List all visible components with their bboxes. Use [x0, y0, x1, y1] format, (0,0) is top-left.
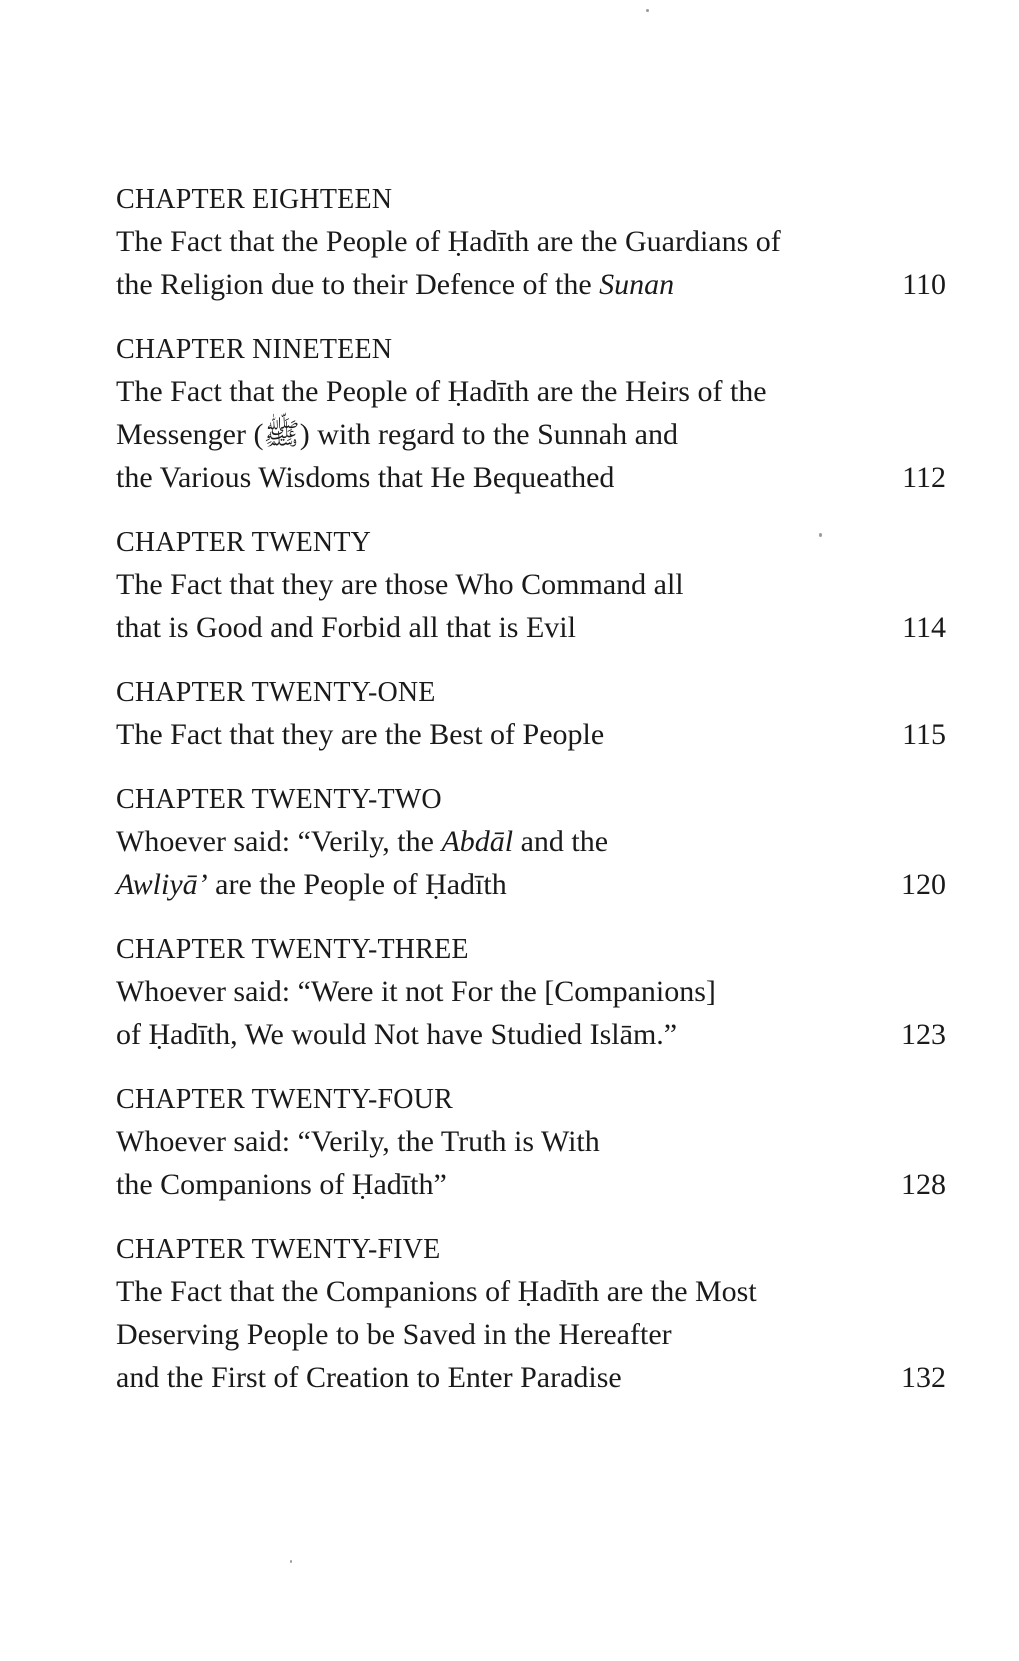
page-number: 120: [901, 868, 946, 901]
chapter-title-line: [116, 1313, 946, 1356]
chapter-title-text: [116, 606, 576, 649]
page-number: 115: [902, 718, 946, 751]
chapter-title-text: [116, 1013, 677, 1056]
table-of-contents: [116, 180, 946, 1423]
chapter-title-line: [116, 456, 946, 499]
toc-entry: [116, 523, 946, 649]
title-segment: Deserving People to be Saved in the Hereafter: [116, 1318, 672, 1351]
chapter-title-text: [116, 220, 781, 263]
chapter-heading: CHAPTER TWENTY: [116, 527, 372, 558]
title-segment: Whoever said: “Were it not For the [Companions]: [116, 975, 716, 1008]
italic-term: Abdāl: [441, 825, 514, 858]
chapter-title-line: [116, 370, 946, 413]
title-segment: and the First of Creation to Enter Paradise: [116, 1361, 622, 1394]
toc-entry: [116, 180, 946, 306]
toc-entry: [116, 1080, 946, 1206]
chapter-title-line: [116, 1356, 946, 1399]
toc-entry: [116, 330, 946, 499]
title-segment: The Fact that the People of Ḥadīth are the Guardians of: [116, 225, 781, 258]
chapter-title-line: [116, 1270, 946, 1313]
chapter-title-line: [116, 606, 946, 649]
page-number: 128: [901, 1168, 946, 1201]
toc-entry: [116, 780, 946, 906]
scan-speck: [290, 1560, 292, 1563]
chapter-title-line: [116, 220, 946, 263]
italic-term: Sunan: [599, 268, 675, 301]
chapter-title-text: [116, 863, 507, 906]
chapter-title-line: [116, 713, 946, 756]
chapter-title-text: [116, 1120, 600, 1163]
page-number: 112: [902, 461, 946, 494]
scan-speck: [646, 9, 649, 12]
chapter-title-text: [116, 263, 674, 306]
chapter-title-text: [116, 456, 614, 499]
chapter-heading: CHAPTER TWENTY-FOUR: [116, 1084, 453, 1115]
chapter-title-line: [116, 413, 946, 456]
title-segment: the Religion due to their Defence of the: [116, 268, 600, 301]
title-segment: The Fact that they are those Who Command all: [116, 568, 684, 601]
chapter-heading: CHAPTER TWENTY-TWO: [116, 784, 442, 815]
chapter-title-text: [116, 1163, 447, 1206]
title-segment: The Fact that the People of Ḥadīth are the Heirs of the: [116, 375, 767, 408]
title-segment: the Various Wisdoms that He Bequeathed: [116, 461, 615, 494]
chapter-title-text: [116, 413, 678, 456]
toc-entry: [116, 930, 946, 1056]
page-number: 123: [901, 1018, 946, 1051]
title-segment: The Fact that the Companions of Ḥadīth are the Most: [116, 1275, 757, 1308]
chapter-title-text: [116, 370, 767, 413]
title-segment: Messenger (ﷺ) with regard to the Sunnah and: [116, 418, 678, 451]
toc-entry: [116, 673, 946, 756]
title-segment: are the People of Ḥadīth: [207, 868, 507, 901]
chapter-title-line: [116, 1163, 946, 1206]
chapter-heading: CHAPTER TWENTY-THREE: [116, 934, 469, 965]
chapter-heading: CHAPTER EIGHTEEN: [116, 184, 393, 215]
title-segment: and the: [513, 825, 609, 858]
title-segment: the Companions of Ḥadīth”: [116, 1168, 447, 1201]
chapter-title-text: [116, 820, 608, 863]
title-segment: of Ḥadīth, We would Not have Studied Islām.”: [116, 1018, 678, 1051]
title-segment: The Fact that they are the Best of People: [116, 718, 605, 751]
chapter-title-line: [116, 970, 946, 1013]
chapter-title-line: [116, 563, 946, 606]
page-number: 110: [902, 268, 946, 301]
toc-entry: [116, 1230, 946, 1399]
chapter-title-text: [116, 1313, 672, 1356]
title-segment: Whoever said: “Verily, the: [116, 825, 442, 858]
chapter-title-text: [116, 970, 716, 1013]
italic-term: Awliyā’: [116, 868, 208, 901]
title-segment: Whoever said: “Verily, the Truth is With: [116, 1125, 600, 1158]
chapter-title-text: [116, 563, 684, 606]
page-number: 114: [902, 611, 946, 644]
chapter-title-line: [116, 863, 946, 906]
chapter-title-line: [116, 820, 946, 863]
chapter-title-line: [116, 1013, 946, 1056]
chapter-title-text: [116, 713, 604, 756]
chapter-heading: CHAPTER TWENTY-ONE: [116, 677, 436, 708]
chapter-title-text: [116, 1356, 622, 1399]
chapter-heading: CHAPTER NINETEEN: [116, 334, 393, 365]
page-number: 132: [901, 1361, 946, 1394]
chapter-heading: CHAPTER TWENTY-FIVE: [116, 1234, 441, 1265]
chapter-title-text: [116, 1270, 757, 1313]
title-segment: that is Good and Forbid all that is Evil: [116, 611, 576, 644]
chapter-title-line: [116, 1120, 946, 1163]
chapter-title-line: [116, 263, 946, 306]
